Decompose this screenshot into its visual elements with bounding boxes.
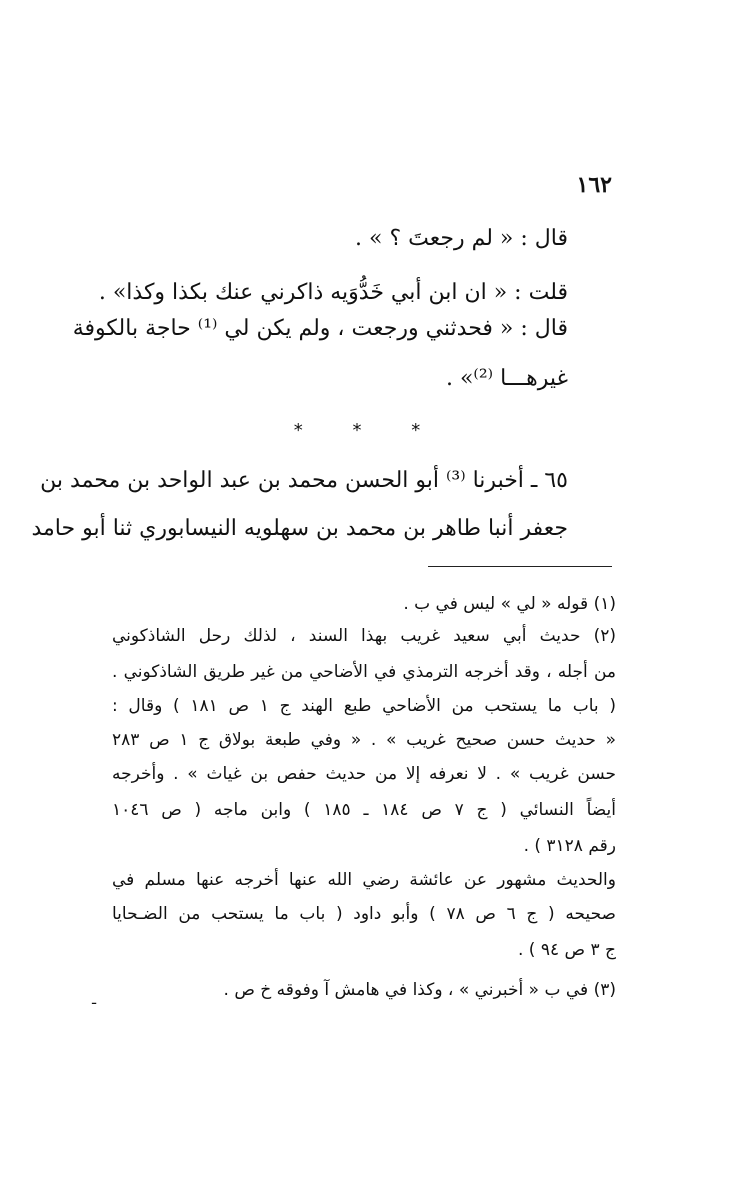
footnote-line: « حديث حسن صحيح غريب » . « وفي طبعة بولاق ج ١ ص ٢٨٣ [112,730,616,750]
footnote-line: والحديث مشهور عن عائشة رضي الله عنها أخرجه عنها مسلم في [112,870,616,890]
print-speck: ـ [92,992,97,1008]
main-text-line: غيرهـــا ⁽²⁾» . [445,366,568,391]
footnote-line: من أجله ، وقد أخرجه الترمذي في الأضاحي من غير طريق الشاذكوني . [112,662,616,682]
main-text-line: ٦٥ ـ أخبرنا ⁽³⁾ أبو الحسن محمد بن عبد الواحد بن محمد بن [40,468,568,493]
footnote-rule [428,566,612,567]
footnote-line: ( باب ما يستحب من الأضاحي طبع الهند ج ١ ص ١٨١ ) وقال : [112,696,616,716]
footnote-line: ج ٣ ص ٩٤ ) . [517,940,616,960]
section-separator: * * * [293,420,443,441]
main-text-line: قال : « لم رجعتَ ؟ » . [355,226,568,251]
footnote-line: (١) قوله « لي » ليس في ب . [403,594,616,614]
footnote-line: أيضاً النسائي ( ج ٧ ص ١٨٤ ـ ١٨٥ ) وابن ماجه ( ص ١٠٤٦ [112,800,616,820]
footnote-line: حسن غريب » . لا نعرفه إلا من حديث حفص بن غياث » . وأخرجه [112,764,616,784]
footnote-line: صحيحه ( ج ٦ ص ٧٨ ) وأبو داود ( باب ما يستحب من الضـحايا [112,904,616,924]
main-text-line: قال : « فحدثني ورجعت ، ولم يكن لي ⁽¹⁾ حاجة بالكوفة [72,316,568,341]
main-text-line: قلت : « ان ابن أبي خَدُّوَيه ذاكرني عنك بكذا وكذا» . [98,280,568,305]
footnote-line: (٢) حديث أبي سعيد غريب بهذا السند ، لذلك رحل الشاذكوني [112,626,616,646]
main-text-line: جعفر أنبا طاهر بن محمد بن سهلويه النيسابوري ثنا أبو حامد [31,516,568,541]
page-number: ١٦٢ [576,172,612,198]
footnote-line: (٣) في ب « أخبرني » ، وكذا في هامش آ وفوقه خ ص . [223,980,616,1000]
footnote-line: رقم ٣١٢٨ ) . [523,836,616,856]
